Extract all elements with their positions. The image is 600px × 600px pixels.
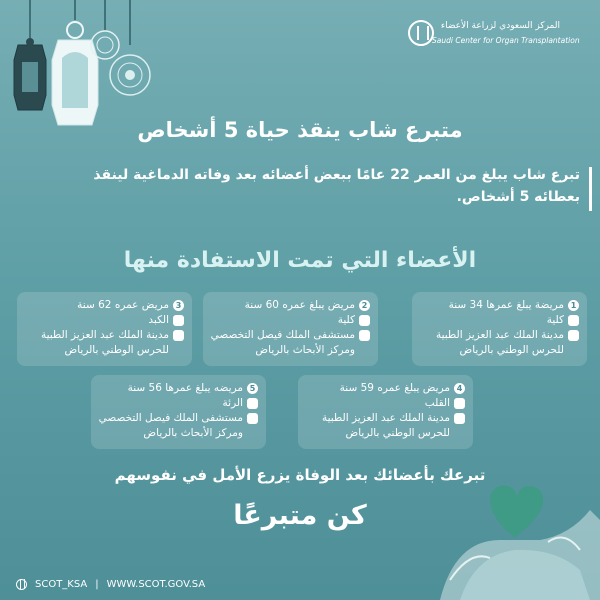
organ-card-1 bbox=[412, 292, 587, 366]
organ-card-5 bbox=[91, 375, 266, 449]
footer bbox=[16, 579, 205, 590]
patient-text: مريض يبلغ عمره 59 سنة bbox=[339, 382, 450, 394]
organ-text: الرئة bbox=[222, 397, 243, 409]
section-title: الأعضاء التي تمت الاستفادة منها bbox=[123, 248, 477, 273]
hospital-line-2: للحرس الوطني بالرياض bbox=[345, 427, 450, 439]
number-badge: 5 bbox=[247, 383, 258, 394]
organ-text: كلية bbox=[546, 314, 564, 326]
kidney-icon bbox=[359, 315, 370, 326]
logo-arabic-text: المركز السعودي لزراعة الأعضاء bbox=[440, 21, 560, 31]
page-title: متبرع شاب ينقذ حياة 5 أشخاص bbox=[137, 118, 463, 142]
hospital-line-1: مدينة الملك عبد العزيز الطبية bbox=[435, 329, 564, 341]
hospital-line-1: مستشفى الملك فيصل التخصصي bbox=[210, 329, 355, 341]
hands-holding-heart-illustration bbox=[430, 430, 600, 600]
cta-text: كن متبرعًا bbox=[233, 500, 367, 531]
social-handle[interactable]: SCOT_KSA bbox=[35, 579, 88, 590]
patient-text: مريضة يبلغ عمرها 34 سنة bbox=[448, 299, 564, 311]
organ-text: كلية bbox=[337, 314, 355, 326]
website-link[interactable]: WWW.SCOT.GOV.SA bbox=[106, 579, 206, 590]
organ-card-2 bbox=[203, 292, 378, 366]
patient-text: مريض عمره 62 سنة bbox=[77, 299, 169, 311]
organ-text: القلب bbox=[424, 397, 450, 409]
hospital-line-2: للحرس الوطني بالرياض bbox=[459, 344, 564, 356]
kidney-icon bbox=[568, 315, 579, 326]
hospital-line-2: ومركز الأبحاث بالرياض bbox=[255, 344, 355, 356]
lungs-icon bbox=[247, 398, 258, 409]
hospital-icon bbox=[359, 330, 370, 341]
hospital-line-1: مستشفى الملك فيصل التخصصي bbox=[98, 412, 243, 424]
hospital-icon bbox=[173, 330, 184, 341]
scot-logo-icon bbox=[408, 20, 434, 46]
organ-text: الكبد bbox=[148, 314, 169, 326]
heart-icon bbox=[454, 398, 465, 409]
logo-english-text: Saudi Center for Organ Transplantation bbox=[432, 36, 580, 45]
hospital-line-2: ومركز الأبحاث بالرياض bbox=[143, 427, 243, 439]
intro-text: تبرع شاب يبلغ من العمر 22 عامًا ببعض أعضائه بعد وفاته الدماغية لينقذ بعطائه 5 أشخاص. bbox=[90, 164, 580, 208]
number-badge: 1 bbox=[568, 300, 579, 311]
hospital-line-2: للحرس الوطني بالرياض bbox=[64, 344, 169, 356]
number-badge: 4 bbox=[454, 383, 465, 394]
footer-separator: | bbox=[95, 579, 99, 590]
patient-text: مريضه يبلغ عمرها 56 سنة bbox=[127, 382, 243, 394]
number-badge: 2 bbox=[359, 300, 370, 311]
liver-icon bbox=[173, 315, 184, 326]
hospital-icon bbox=[454, 413, 465, 424]
patient-text: مريض يبلغ عمره 60 سنة bbox=[244, 299, 355, 311]
hospital-line-1: مدينة الملك عبد العزيز الطبية bbox=[321, 412, 450, 424]
globe-icon bbox=[16, 579, 27, 590]
scot-logo bbox=[409, 18, 584, 56]
hospital-line-1: مدينة الملك عبد العزيز الطبية bbox=[40, 329, 169, 341]
tagline: تبرعك بأعضائك بعد الوفاة يزرع الأمل في نفوسهم bbox=[114, 466, 486, 484]
hospital-icon bbox=[247, 413, 258, 424]
hospital-icon bbox=[568, 330, 579, 341]
organ-card-3 bbox=[17, 292, 192, 366]
number-badge: 3 bbox=[173, 300, 184, 311]
